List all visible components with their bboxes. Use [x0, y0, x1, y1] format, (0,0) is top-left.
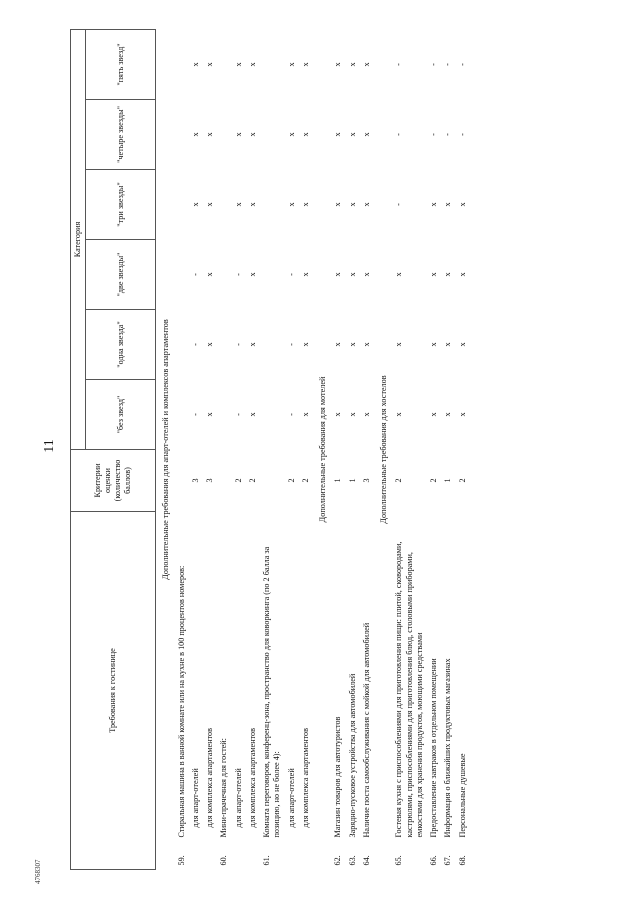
- category-mark-1: x: [300, 342, 310, 347]
- category-mark-2: x: [333, 272, 343, 277]
- requirement-text: Персональные душевые: [457, 753, 467, 838]
- category-mark-1: x: [443, 342, 453, 347]
- category-mark-1: -: [190, 343, 200, 346]
- table-row: [246, 29, 260, 869]
- category-mark-5: x: [286, 62, 296, 67]
- row-number: 67.: [443, 855, 453, 866]
- category-mark-2: x: [205, 272, 214, 277]
- category-mark-0: [217, 380, 231, 450]
- header-cat-2: "две звезды": [86, 240, 156, 310]
- section-row-apart: [156, 29, 175, 869]
- table-row: [285, 29, 299, 869]
- table-row: [360, 29, 374, 869]
- table-row: [427, 29, 441, 869]
- category-mark-3: [260, 170, 285, 240]
- row-number: [232, 842, 246, 870]
- category-mark-1: -: [286, 343, 296, 346]
- requirement-text: Наличие поста самообслуживания с мойкой для автомобилей: [361, 622, 371, 838]
- category-mark-2: [175, 240, 189, 310]
- category-mark-0: x: [205, 412, 214, 417]
- criteria-score: [260, 450, 285, 512]
- category-mark-3: x: [190, 202, 200, 207]
- header-cat-5: "пять звезд": [86, 29, 156, 99]
- category-mark-2: x: [457, 272, 467, 277]
- section-row: [313, 29, 331, 869]
- category-mark-2: x: [361, 272, 371, 277]
- requirements-table: [70, 29, 470, 870]
- requirement-text: для комплекса апартаментов: [300, 728, 310, 828]
- category-mark-5: -: [429, 63, 438, 66]
- row-number: [285, 842, 299, 870]
- category-mark-1: [260, 310, 285, 380]
- table-row: [392, 29, 427, 869]
- category-mark-5: x: [347, 62, 357, 67]
- category-mark-1: x: [333, 342, 343, 347]
- category-mark-0: x: [394, 412, 404, 417]
- criteria-score: 3: [205, 478, 214, 483]
- category-mark-3: x: [443, 202, 453, 207]
- rotated-table-page: [70, 30, 630, 870]
- category-mark-4: x: [286, 132, 296, 137]
- category-mark-3: x: [247, 202, 257, 207]
- category-mark-3: x: [286, 202, 296, 207]
- criteria-score: [217, 450, 231, 512]
- category-mark-1: x: [361, 342, 371, 347]
- requirement-text: Гостевая кухня с приспособлениями для приготовления пищи: плитой, сковородами, кастрюлями, приспособлениями для приготовления блюд, столовыми приборами, емкостями для хранения продуктов, моющими средствами: [394, 541, 424, 838]
- category-mark-5: x: [300, 62, 310, 67]
- category-mark-1: -: [233, 343, 243, 346]
- category-mark-4: x: [361, 132, 371, 137]
- row-number: [246, 842, 260, 870]
- category-mark-4: x: [233, 132, 243, 137]
- requirement-text: для апарт-отелей: [286, 768, 296, 828]
- criteria-score: 1: [333, 478, 343, 483]
- category-mark-5: x: [205, 62, 214, 67]
- category-mark-3: [175, 170, 189, 240]
- criteria-score: 2: [429, 478, 438, 483]
- table-body: [156, 29, 470, 869]
- category-mark-5: [217, 29, 231, 99]
- category-mark-2: -: [286, 273, 296, 276]
- category-mark-1: x: [457, 342, 467, 347]
- category-mark-0: x: [443, 412, 453, 417]
- row-number: 59.: [176, 855, 186, 866]
- header-category: Категория: [71, 29, 86, 449]
- header-cat-0: "без звезд": [86, 380, 156, 450]
- section-title: Дополнительные требования для апарт-отелей и комплексов апартаментов: [161, 319, 171, 580]
- requirement-text: Мини-прачечная для гостей:: [219, 738, 229, 838]
- row-number: 60.: [219, 855, 229, 866]
- header-cat-4: "четыре звезды": [86, 100, 156, 170]
- category-mark-5: x: [233, 62, 243, 67]
- table-row: [441, 29, 455, 869]
- category-mark-4: -: [443, 133, 453, 136]
- requirement-text: Информация о ближайших продуктовых магазинах: [443, 658, 453, 838]
- requirement-text: Стиральная машина в ванной комнате или на кухне в 100 процентов номеров:: [176, 565, 186, 838]
- row-number: [203, 842, 217, 870]
- category-mark-5: -: [443, 63, 453, 66]
- category-mark-4: x: [300, 132, 310, 137]
- category-mark-4: x: [205, 132, 214, 137]
- category-mark-5: x: [247, 62, 257, 67]
- category-mark-0: x: [457, 412, 467, 417]
- criteria-score: 1: [443, 478, 453, 483]
- category-mark-4: -: [429, 133, 438, 136]
- category-mark-3: x: [233, 202, 243, 207]
- category-mark-4: x: [333, 132, 343, 137]
- category-mark-3: x: [333, 202, 343, 207]
- category-mark-0: [260, 380, 285, 450]
- row-number: [189, 842, 203, 870]
- category-mark-2: x: [429, 272, 438, 277]
- category-mark-3: -: [394, 203, 404, 206]
- category-mark-4: -: [457, 133, 467, 136]
- table-row: [189, 29, 203, 869]
- category-mark-2: -: [233, 273, 243, 276]
- category-mark-3: x: [361, 202, 371, 207]
- category-mark-0: x: [247, 412, 257, 417]
- category-mark-4: [175, 100, 189, 170]
- table-row: [203, 29, 217, 869]
- category-mark-0: -: [190, 413, 200, 416]
- requirement-text: для апарт-отелей: [190, 768, 200, 828]
- header-cat-3: "три звезды": [86, 170, 156, 240]
- section-title: Дополнительные требования для мотелей: [318, 376, 327, 523]
- category-mark-2: -: [190, 273, 200, 276]
- criteria-score: 2: [394, 478, 404, 483]
- category-mark-3: x: [347, 202, 357, 207]
- row-number: 65.: [394, 855, 404, 866]
- category-mark-2: x: [300, 272, 310, 277]
- requirement-text: для апарт-отелей: [233, 768, 243, 828]
- page-number: 11: [42, 439, 57, 453]
- category-mark-5: [260, 29, 285, 99]
- category-mark-5: x: [190, 62, 200, 67]
- category-mark-5: -: [394, 63, 404, 66]
- category-mark-0: x: [429, 412, 438, 417]
- category-mark-4: x: [247, 132, 257, 137]
- category-mark-1: [217, 310, 231, 380]
- row-number: [299, 842, 313, 870]
- category-mark-2: [260, 240, 285, 310]
- requirement-text: Предоставление завтраков в отдельном помещении: [429, 658, 438, 838]
- category-mark-4: x: [190, 132, 200, 137]
- row-number: 64.: [361, 855, 371, 866]
- category-mark-1: x: [394, 342, 404, 347]
- category-mark-2: [217, 240, 231, 310]
- header-requirements: Требования к гостинице: [71, 512, 156, 870]
- requirement-text: для комплекса апартаментов: [205, 728, 214, 828]
- requirement-text: Комната переговоров, конференц-зона, пространство для коворкинга (по 2 балла за позицию, но не более 4):: [262, 546, 282, 838]
- requirement-text: Магазин товаров для автотуристов: [333, 716, 343, 838]
- category-mark-3: [217, 170, 231, 240]
- category-mark-3: x: [429, 202, 438, 207]
- category-mark-4: [260, 100, 285, 170]
- category-mark-0: x: [333, 412, 343, 417]
- table-row: [331, 29, 345, 869]
- row-number: 66.: [429, 855, 438, 866]
- category-mark-0: [175, 380, 189, 450]
- category-mark-5: x: [361, 62, 371, 67]
- category-mark-1: x: [347, 342, 357, 347]
- row-number: 62.: [333, 855, 343, 866]
- category-mark-5: -: [457, 63, 467, 66]
- criteria-score: 3: [190, 478, 200, 483]
- category-mark-3: x: [457, 202, 467, 207]
- category-mark-1: x: [429, 342, 438, 347]
- category-mark-1: [175, 310, 189, 380]
- requirement-text: для комплекса апартаментов: [247, 728, 257, 828]
- category-mark-2: x: [394, 272, 404, 277]
- category-mark-0: x: [361, 412, 371, 417]
- table-row: [299, 29, 313, 869]
- category-mark-0: x: [347, 412, 357, 417]
- criteria-score: 2: [247, 478, 257, 483]
- category-mark-2: x: [443, 272, 453, 277]
- table-row: [217, 29, 231, 869]
- category-mark-0: x: [300, 412, 310, 417]
- criteria-score: 2: [300, 478, 310, 483]
- category-mark-0: -: [233, 413, 243, 416]
- category-mark-5: x: [333, 62, 343, 67]
- document-id: 4768307: [34, 859, 42, 884]
- table-row: [346, 29, 360, 869]
- section-row: [374, 29, 392, 869]
- criteria-score: [175, 450, 189, 512]
- criteria-score: 2: [233, 478, 243, 483]
- row-number: 68.: [457, 855, 467, 866]
- category-mark-4: x: [347, 132, 357, 137]
- table-row: [456, 29, 470, 869]
- table-row: [232, 29, 246, 869]
- category-mark-2: x: [247, 272, 257, 277]
- criteria-score: 3: [361, 478, 371, 483]
- category-mark-3: x: [300, 202, 310, 207]
- header-criteria: Критерии оценки (количество баллов): [71, 450, 156, 512]
- category-mark-1: x: [247, 342, 257, 347]
- category-mark-0: -: [286, 413, 296, 416]
- category-mark-2: x: [347, 272, 357, 277]
- row-number: 61.: [262, 855, 271, 866]
- category-mark-1: x: [205, 342, 214, 347]
- row-number: 63.: [347, 855, 357, 866]
- section-title: Дополнительные требования для хостелов: [379, 375, 388, 524]
- category-mark-4: -: [394, 133, 404, 136]
- category-mark-4: [217, 100, 231, 170]
- requirement-text: Зарядно-пусковое устройства для автомобилей: [347, 673, 357, 838]
- category-mark-5: [175, 29, 189, 99]
- table-row: [175, 29, 189, 869]
- criteria-score: 1: [347, 478, 357, 483]
- table-row: [260, 29, 285, 869]
- header-cat-1: "одна звезда": [86, 310, 156, 380]
- criteria-score: 2: [457, 478, 467, 483]
- category-mark-3: x: [205, 202, 214, 207]
- criteria-score: 2: [286, 478, 296, 483]
